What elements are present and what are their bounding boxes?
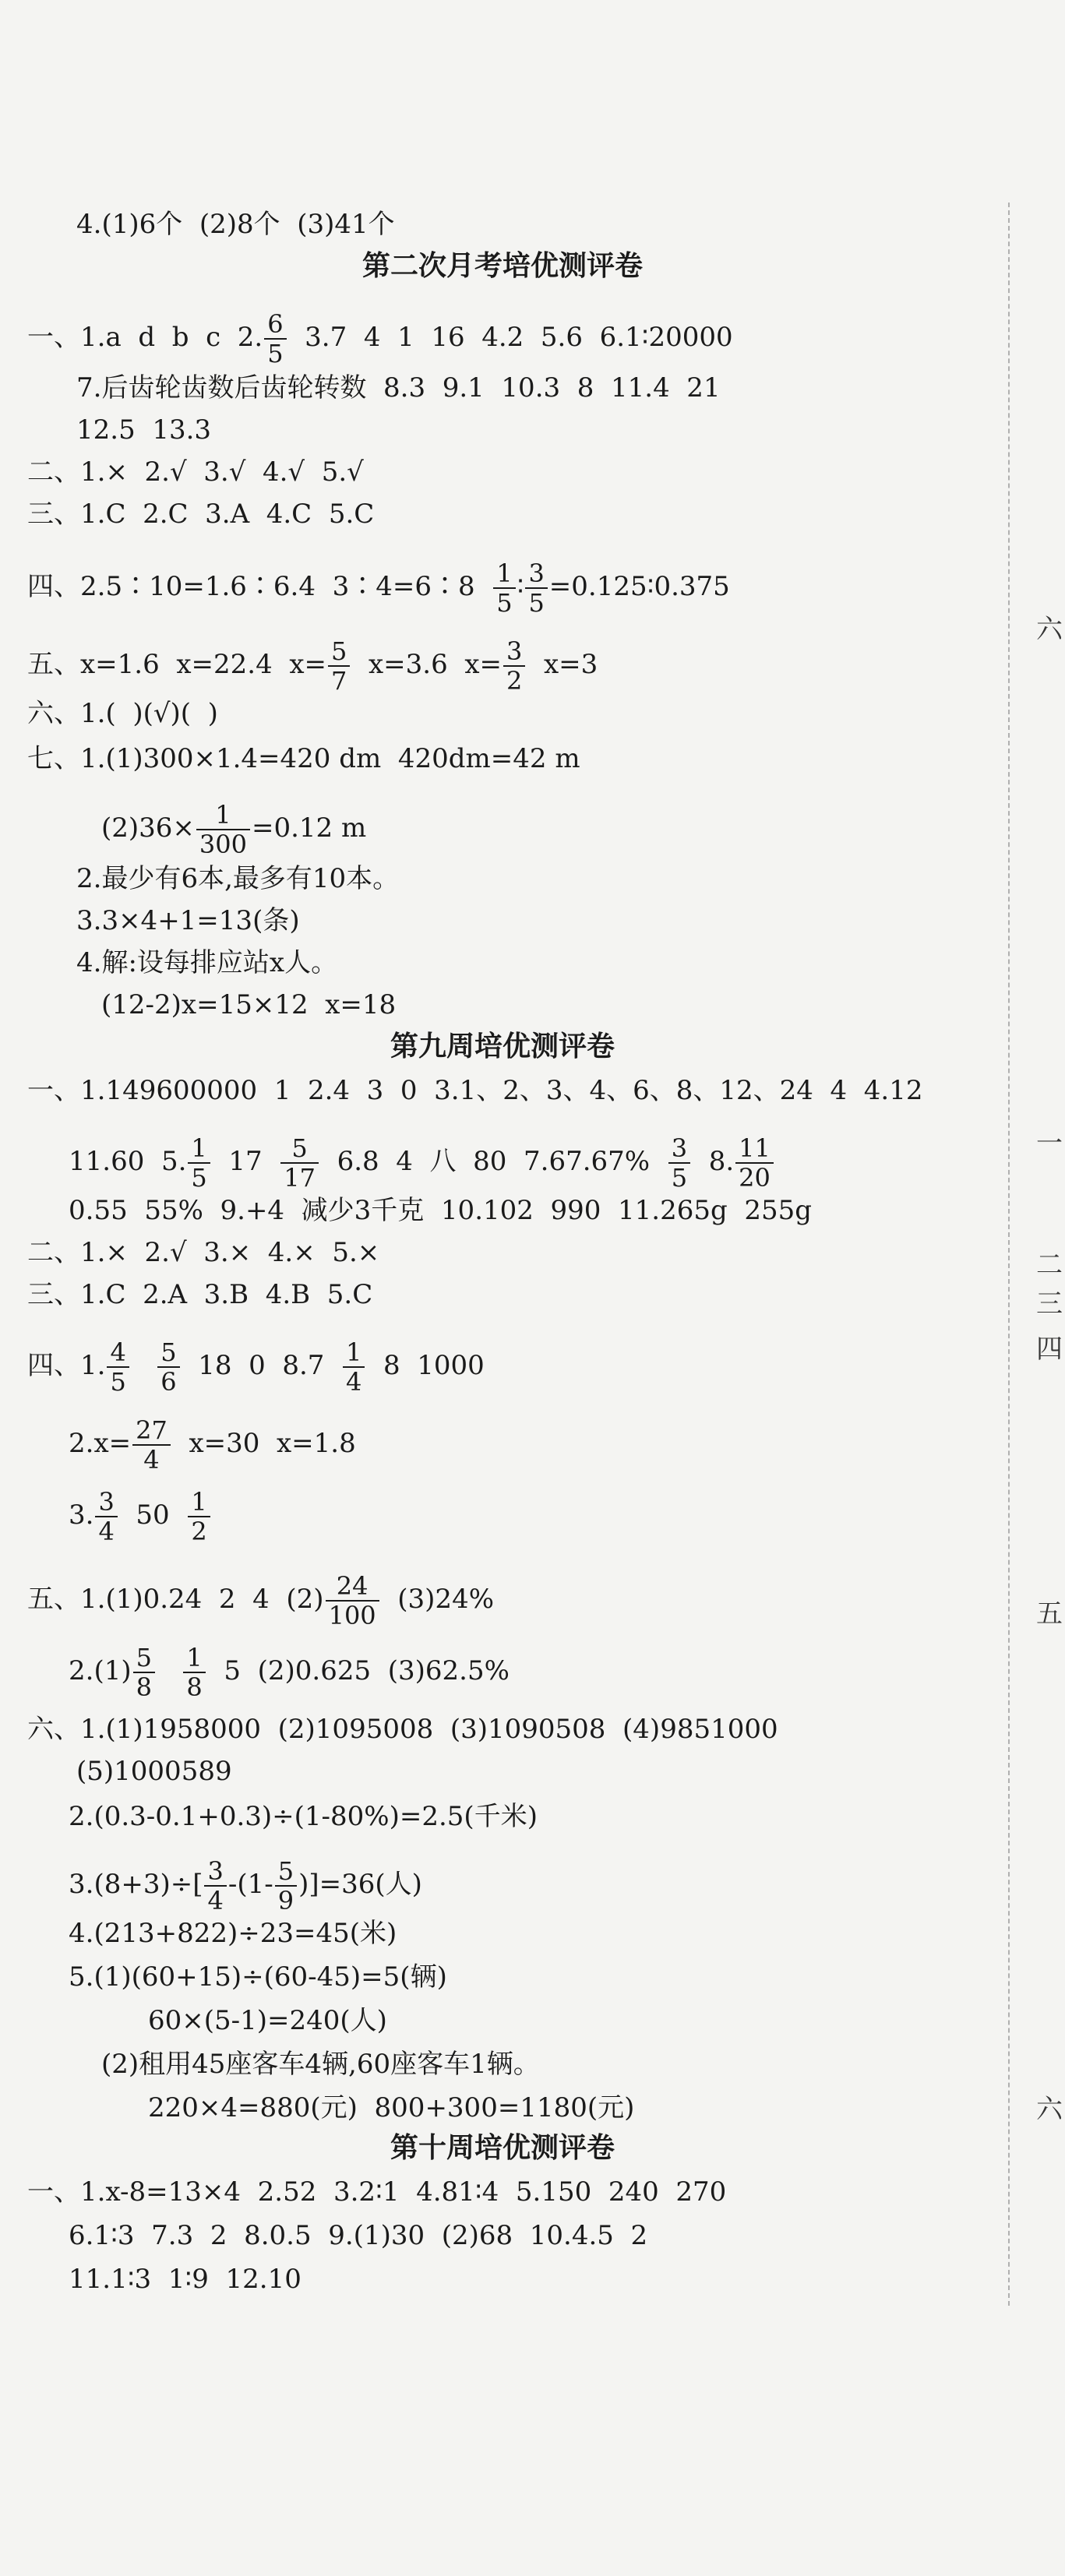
fraction: $\frac{1}{2}$ bbox=[188, 1488, 210, 1545]
section-title: 第十周培优测评卷 bbox=[390, 2132, 615, 2164]
answer-line: 一、1.a d b c 2. $\frac{6}{5}$ 3.7 4 1 16 4.2 5.6 6.1∶20000 bbox=[27, 309, 733, 368]
answer-line: 三、1.C 2.C 3.A 4.C 5.C bbox=[27, 499, 375, 530]
fraction: $\frac{1}{8}$ bbox=[183, 1644, 205, 1701]
fraction: $\frac{3}{4}$ bbox=[95, 1488, 117, 1545]
answer-line: 二、1.× 2.√ 3.√ 4.√ 5.√ bbox=[27, 456, 364, 488]
fraction: $\frac{3}{5}$ bbox=[668, 1134, 690, 1192]
answer-line: 三、1.C 2.A 3.B 4.B 5.C bbox=[27, 1279, 373, 1310]
fraction: $\frac{1}{4}$ bbox=[343, 1338, 365, 1396]
edge-fragment: 五 bbox=[1036, 1598, 1063, 1630]
answer-line: (2)36× $\frac{1}{300}$ =0.12 m bbox=[101, 800, 367, 859]
answer-line: 2.(0.3-0.1+0.3)÷(1-80%)=2.5(千米) bbox=[69, 1801, 538, 1832]
answer-line: 2.(1) $\frac{5}{8}$ $\frac{1}{8}$ 5 (2)0.625 (3)62.5% bbox=[69, 1643, 510, 1702]
answer-line: 二、1.× 2.√ 3.× 4.× 5.× bbox=[27, 1237, 380, 1268]
edge-fragment: 六 bbox=[1036, 2094, 1063, 2125]
answer-line: 7.后齿轮齿数后齿轮转数 8.3 9.1 10.3 8 11.4 21 bbox=[76, 372, 721, 403]
answer-line: 12.5 13.3 bbox=[76, 414, 212, 446]
answer-line: 60×(5-1)=240(人) bbox=[148, 2005, 387, 2036]
fraction: $\frac{5}{6}$ bbox=[157, 1338, 179, 1396]
answer-line: 2.x= $\frac{27}{4}$ x=30 x=1.8 bbox=[69, 1415, 356, 1475]
fraction: $\frac{1}{300}$ bbox=[196, 801, 250, 858]
answer-line: 220×4=880(元) 800+300=1180(元) bbox=[148, 2092, 635, 2123]
answer-line: 4.解:设每排应站x人。 bbox=[76, 947, 338, 978]
section-title: 第九周培优测评卷 bbox=[390, 1031, 615, 1062]
answer-line: 2.最少有6本,最多有10本。 bbox=[76, 863, 400, 894]
answer-line: 3. $\frac{3}{4}$ 50 $\frac{1}{2}$ bbox=[69, 1488, 212, 1545]
fraction: $\frac{4}{5}$ bbox=[107, 1338, 129, 1396]
fraction: $\frac{5}{7}$ bbox=[328, 637, 350, 695]
fraction: $\frac{6}{5}$ bbox=[264, 310, 286, 368]
section-title: 第二次月考培优测评卷 bbox=[361, 250, 643, 282]
column-divider bbox=[1008, 203, 1010, 2306]
answer-line: 一、1.149600000 1 2.4 3 0 3.1、2、3、4、6、8、12、24 4 4.12 bbox=[27, 1075, 923, 1106]
edge-fragment: 一 bbox=[1036, 1128, 1063, 1159]
fraction: $\frac{5}{9}$ bbox=[275, 1857, 297, 1915]
edge-fragment: 六 bbox=[1036, 614, 1063, 645]
answer-line: 四、1. $\frac{4}{5}$ $\frac{5}{6}$ 18 0 8.7 $\frac{1}{4}$ 8 1000 bbox=[27, 1337, 485, 1397]
answer-line: 六、1.( )(√)( ) bbox=[27, 698, 218, 729]
fraction: $\frac{24}{100}$ bbox=[326, 1572, 379, 1630]
fraction: $\frac{5}{8}$ bbox=[133, 1644, 155, 1701]
answer-line: 0.55 55% 9.+4 减少3千克 10.102 990 11.265g 255g bbox=[69, 1195, 813, 1226]
answer-line: 11.1∶3 1∶9 12.10 bbox=[69, 2264, 302, 2295]
edge-fragment: 三 bbox=[1036, 1288, 1063, 1320]
answer-line: 七、1.(1)300×1.4=420 dm 420dm=42 m bbox=[27, 743, 580, 774]
answer-line: 4.(1)6个 (2)8个 (3)41个 bbox=[76, 209, 395, 240]
edge-fragment: 二 bbox=[1036, 1249, 1063, 1281]
answer-line: 3.(8+3)÷[ $\frac{3}{4}$ -(1- $\frac{5}{9}$ )]=36(人) bbox=[69, 1856, 422, 1915]
edge-fragment: 四 bbox=[1036, 1334, 1063, 1365]
answer-line: 4.(213+822)÷23=45(米) bbox=[69, 1918, 397, 1949]
answer-line: 3.3×4+1=13(条) bbox=[76, 905, 300, 936]
answer-line: 一、1.x-8=13×4 2.52 3.2∶1 4.81∶4 5.150 240 270 bbox=[27, 2176, 727, 2208]
answer-line: 5.(1)(60+15)÷(60-45)=5(辆) bbox=[69, 1961, 447, 1993]
answer-line: 六、1.(1)1958000 (2)1095008 (3)1090508 (4)9851000 bbox=[27, 1714, 778, 1745]
fraction: $\frac{27}{4}$ bbox=[132, 1416, 171, 1474]
answer-line: (2)租用45座客车4辆,60座客车1辆。 bbox=[101, 2049, 540, 2080]
fraction: $\frac{1}{5}$ bbox=[493, 559, 515, 617]
answer-line: 五、1.(1)0.24 2 4 (2) $\frac{24}{100}$ (3)24% bbox=[27, 1571, 495, 1630]
answer-line: 11.60 5. $\frac{1}{5}$ 17 $\frac{5}{17}$ 6.8 4 八 80 7.67.67% $\frac{3}{5}$ 8. $\frac{11}{20}$ bbox=[69, 1134, 775, 1192]
fraction: $\frac{3}{5}$ bbox=[525, 559, 547, 617]
fraction: $\frac{3}{4}$ bbox=[204, 1857, 226, 1915]
fraction: $\frac{3}{2}$ bbox=[503, 637, 525, 695]
answer-line: (12-2)x=15×12 x=18 bbox=[101, 989, 397, 1020]
answer-line: 五、x=1.6 x=22.4 x= $\frac{5}{7}$ x=3.6 x= $\frac{3}{2}$ x=3 bbox=[27, 636, 598, 696]
fraction: $\frac{11}{20}$ bbox=[735, 1134, 774, 1192]
fraction: $\frac{1}{5}$ bbox=[188, 1134, 210, 1192]
answer-line: 四、2.5∶10=1.6∶6.4 3∶4=6∶8 $\frac{1}{5}$ ∶ $\frac{3}{5}$ =0.125∶0.375 bbox=[27, 559, 730, 618]
answer-line: 6.1∶3 7.3 2 8.0.5 9.(1)30 (2)68 10.4.5 2 bbox=[69, 2220, 648, 2251]
answer-line: (5)1000589 bbox=[76, 1756, 232, 1787]
fraction: $\frac{5}{17}$ bbox=[280, 1134, 319, 1192]
